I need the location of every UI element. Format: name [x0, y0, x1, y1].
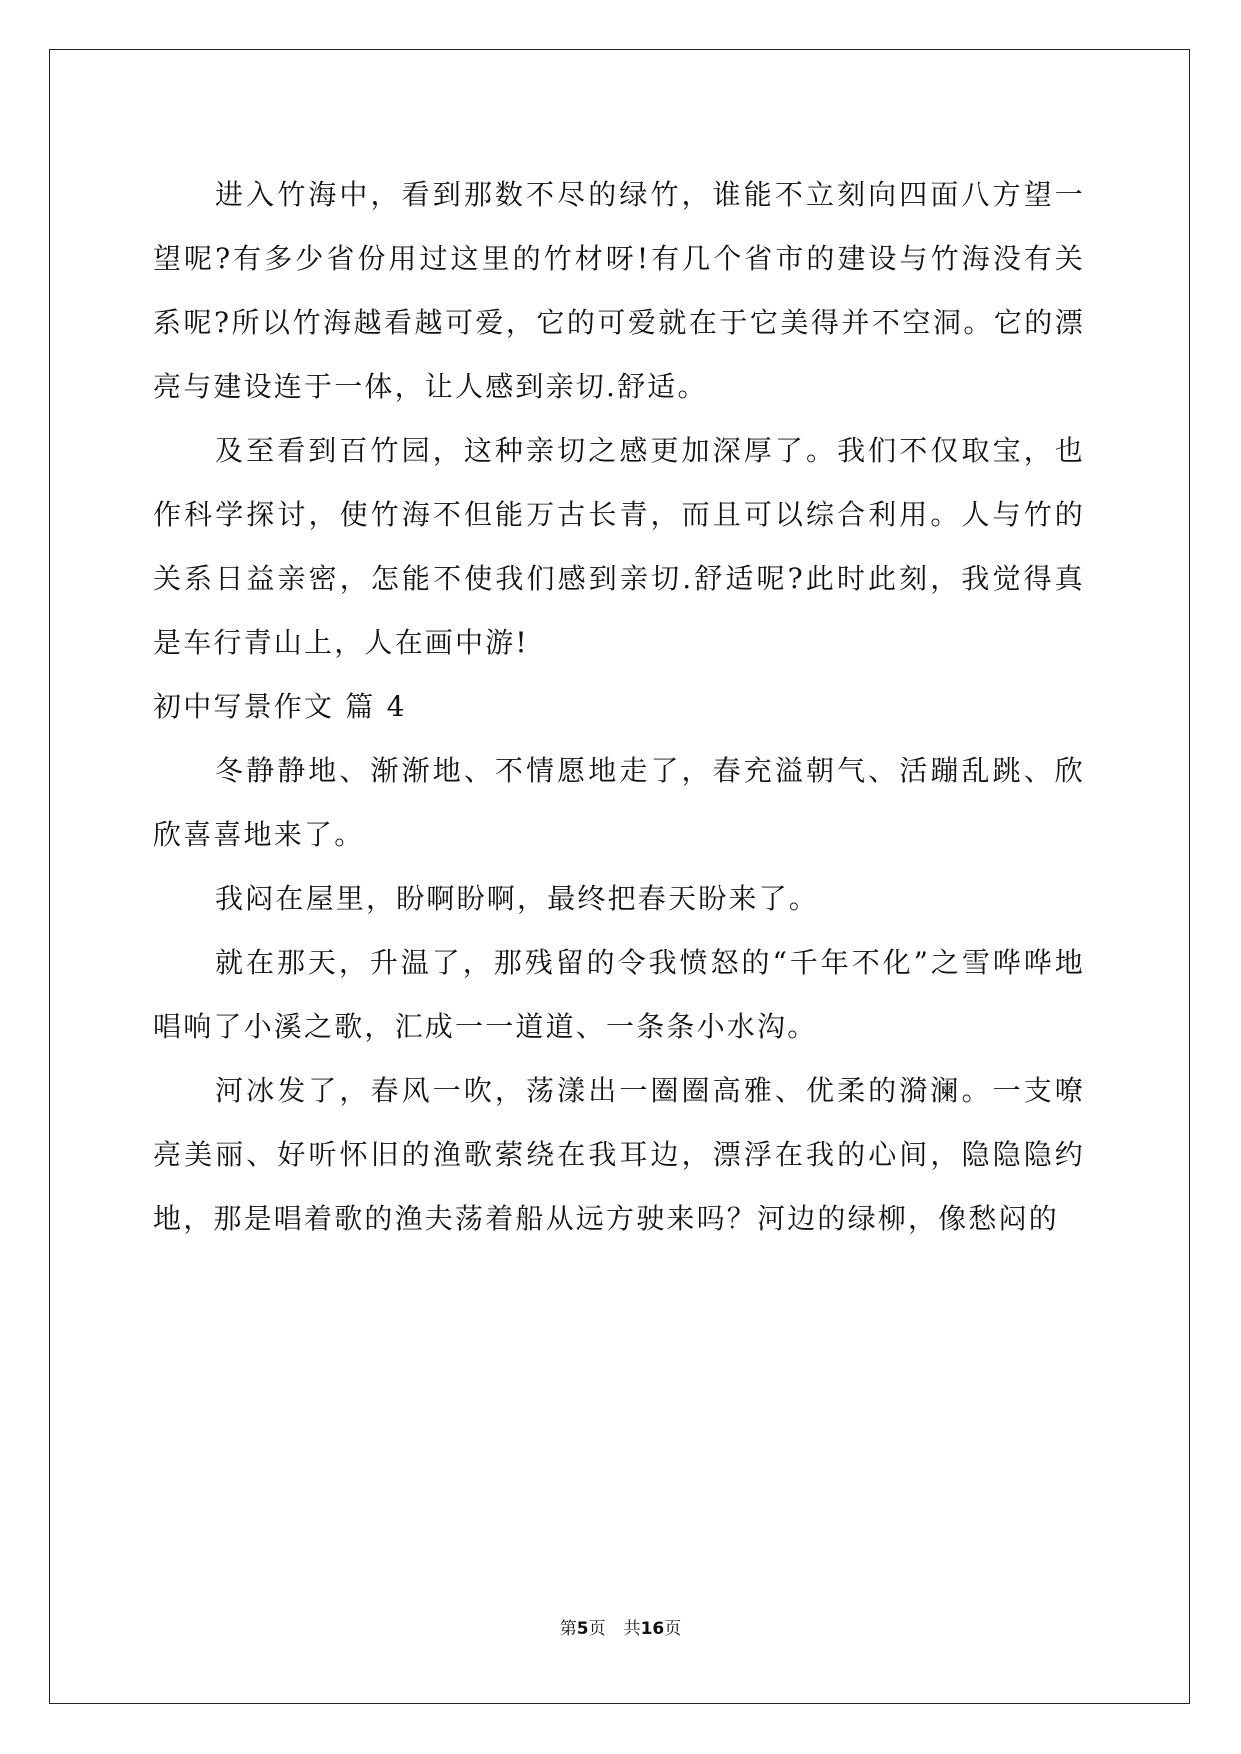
paragraph: 就在那天，升温了，那残留的令我愤怒的“千年不化”之雪哗哗地唱响了小溪之歌，汇成一一道道、一条条小水沟。 [153, 946, 1085, 1043]
page-suffix: 页 [588, 1619, 606, 1639]
page-footer [0, 1617, 1241, 1641]
paragraph: 进入竹海中，看到那数不尽的绿竹，谁能不立刻向四面八方望一望呢?有多少省份用过这里的竹材呀!有几个省市的建设与竹海没有关系呢?所以竹海越看越可爱，它的可爱就在于它美得并不空洞。它的漂亮与建设连于一体，让人感到亲切.舒适。 [153, 178, 1085, 403]
page-prefix: 第 [559, 1619, 577, 1639]
page-current: 5 [576, 1619, 589, 1639]
document-body [153, 163, 1085, 1251]
total-prefix: 共 [623, 1619, 641, 1639]
total-suffix: 页 [664, 1619, 682, 1639]
section-title: 初中写景作文 篇 4 [153, 690, 407, 723]
paragraph: 冬静静地、渐渐地、不情愿地走了，春充溢朝气、活蹦乱跳、欣欣喜喜地来了。 [153, 754, 1085, 851]
page-total: 16 [640, 1619, 665, 1639]
paragraph: 河冰发了，春风一吹，荡漾出一圈圈高雅、优柔的漪澜。一支嘹亮美丽、好听怀旧的渔歌萦绕在我耳边，漂浮在我的心间，隐隐隐约地，那是唱着歌的渔夫荡着船从远方驶来吗？河边的绿柳，像愁闷的 [153, 1074, 1085, 1235]
paragraph: 我闷在屋里，盼啊盼啊，最终把春天盼来了。 [215, 882, 820, 915]
paragraph: 及至看到百竹园，这种亲切之感更加深厚了。我们不仅取宝，也作科学探讨，使竹海不但能万古长青，而且可以综合利用。人与竹的关系日益亲密，怎能不使我们感到亲切.舒适呢?此时此刻，我觉得真是车行青山上，人在画中游! [153, 434, 1085, 659]
